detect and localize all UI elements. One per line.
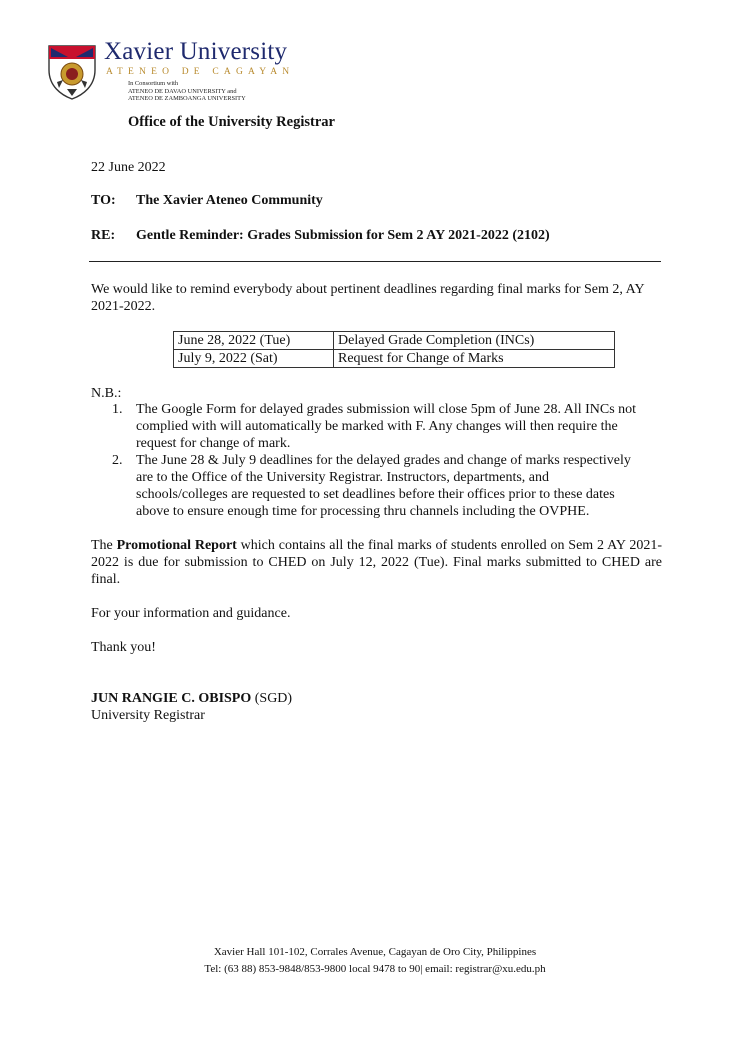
re-label: RE:	[91, 228, 116, 243]
note-line: schools/colleges are requested to set deadlines before their offices prior to these dates	[136, 487, 615, 502]
university-subtitle: ATENEO DE CAGAYAN	[106, 67, 295, 77]
note-line: above to ensure enough time for processing thru channels including the OVPHE.	[136, 504, 590, 519]
university-seal-icon	[47, 44, 97, 100]
info-line: For your information and guidance.	[91, 606, 291, 621]
deadlines-table	[173, 331, 615, 368]
note-line: complied with will automatically be marked with F. Any changes will then require the	[136, 419, 618, 434]
university-name: Xavier University	[104, 38, 288, 65]
signature-block	[91, 690, 292, 707]
note-item	[112, 452, 667, 520]
thanks-line: Thank you!	[91, 640, 156, 655]
signatory-title: University Registrar	[91, 708, 205, 723]
table-row	[174, 332, 615, 350]
footer-contact: Tel: (63 88) 853-9848/853-9800 local 9478 to 90| email: registrar@xu.edu.ph	[204, 963, 546, 975]
note-line: are to the Office of the University Registrar. Instructors, departments, and	[136, 470, 550, 485]
deadline-date: July 9, 2022 (Sat)	[174, 350, 334, 368]
consortium-note	[128, 80, 246, 103]
consortium-line: ATENEO DE ZAMBOANGA UNIVERSITY	[128, 95, 246, 103]
consortium-line: In Consortium with	[128, 80, 179, 87]
promo-text: The	[91, 538, 117, 553]
nb-label: N.B.:	[91, 386, 122, 401]
to-recipient: The Xavier Ateneo Community	[136, 193, 323, 208]
signed-mark: (SGD)	[251, 691, 293, 706]
memo-date: 22 June 2022	[91, 160, 166, 175]
note-number: 2.	[112, 453, 123, 468]
note-text	[136, 452, 667, 520]
office-title: Office of the University Registrar	[128, 114, 335, 130]
note-line: request for change of mark.	[136, 436, 291, 451]
note-item	[112, 401, 667, 452]
signatory-name: JUN RANGIE C. OBISPO	[91, 691, 252, 706]
promo-bold-term: Promotional Report	[116, 538, 237, 553]
deadline-item: Request for Change of Marks	[334, 350, 615, 368]
re-subject: Gentle Reminder: Grades Submission for Sem 2 AY 2021-2022 (2102)	[136, 228, 550, 243]
footer-address: Xavier Hall 101-102, Corrales Avenue, Cagayan de Oro City, Philippines	[213, 946, 537, 958]
deadline-date: June 28, 2022 (Tue)	[174, 332, 334, 350]
note-line: The Google Form for delayed grades submission will close 5pm of June 28. All INCs not	[136, 402, 637, 417]
table-row	[174, 350, 615, 368]
intro-paragraph: We would like to remind everybody about pertinent deadlines regarding final marks for Sem 2, AY 2021-2022.	[91, 282, 645, 314]
promotional-report-paragraph	[91, 537, 662, 588]
promo-text: which contains all the final marks of students enrolled on Sem 2 AY 2021-2022 is due for submission to CHED on July 12, 2022 (Tue). Final marks submitted to CHED are final.	[91, 538, 663, 587]
to-label: TO:	[91, 193, 116, 208]
note-line: The June 28 & July 9 deadlines for the delayed grades and change of marks respectively	[136, 453, 631, 468]
header-divider	[89, 261, 661, 262]
consortium-line: ATENEO DE DAVAO UNIVERSITY and	[128, 87, 237, 95]
note-number: 1.	[112, 402, 123, 417]
note-text	[136, 401, 667, 452]
deadline-item: Delayed Grade Completion (INCs)	[334, 332, 615, 350]
